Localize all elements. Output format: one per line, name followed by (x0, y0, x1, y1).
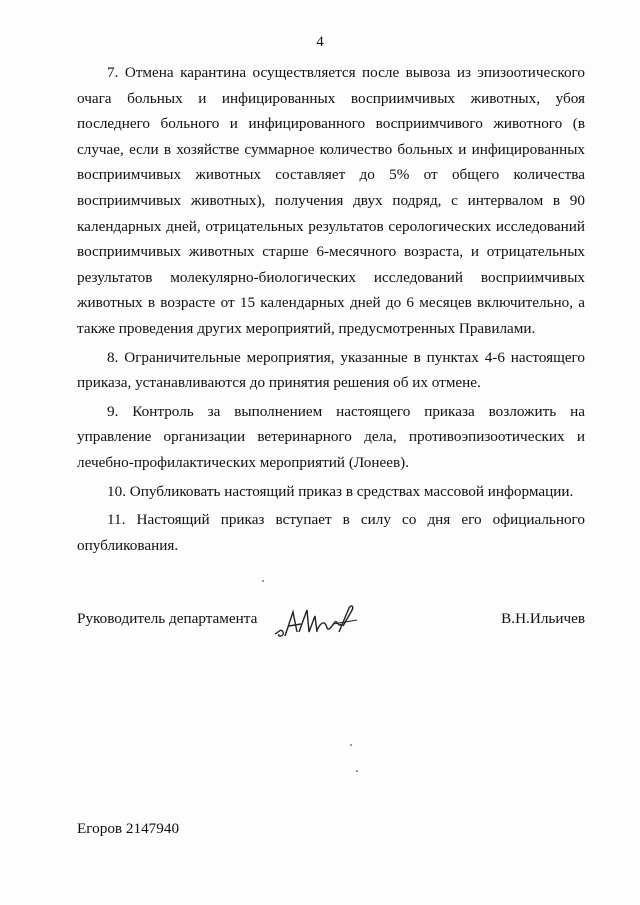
paragraph-9: 9. Контроль за выполнением настоящего приказа возложить на управление организации ветеринарного дела, противоэпизоотических и лечебно-профилактических мероприятий (Лонеев). (77, 402, 585, 471)
page-number: 4 (316, 34, 324, 50)
paragraph-7: 7. Отмена карантина осуществляется после вывоза из эпизоотического очага больных и инфицированных восприимчивых животных, убоя последнего больного и инфицированного восприимчивого животного (в случае, если в хозяйстве суммарное количество больных и инфицированных восприимчивых животных составляет до 5% от общего количества восприимчивых животных), получения двух подряд, с интервалом в 90 календарных дней, отрицательных результатов серологических исследований восприимчивых животных старше 6-месячного возраста, и отрицательных результатов молекулярно-биологических исследований восприимчивых животных в возрасте от 15 календарных дней до 6 месяцев включительно, а также проведения других мероприятий, предусмотренных Правилами. (77, 64, 585, 337)
scan-speck (350, 744, 352, 746)
signatory-title: Руководитель департамента (77, 610, 258, 627)
signature-block (77, 602, 585, 642)
handwritten-signature (273, 602, 359, 642)
signatory-name: В.Н.Ильичев (501, 610, 585, 627)
scan-speck (356, 770, 358, 772)
document-body (77, 60, 585, 561)
scan-speck (262, 580, 264, 582)
paragraph-8: 8. Ограничительные мероприятия, указанные в пунктах 4-6 настоящего приказа, устанавливаются до принятия решения об их отмене. (77, 348, 585, 392)
paragraph-10: 10. Опубликовать настоящий приказ в средствах массовой информации. (107, 482, 574, 500)
executor-note: Егоров 2147940 (77, 820, 180, 837)
paragraph-11: 11. Настоящий приказ вступает в силу со дня его официального опубликования. (77, 511, 585, 554)
